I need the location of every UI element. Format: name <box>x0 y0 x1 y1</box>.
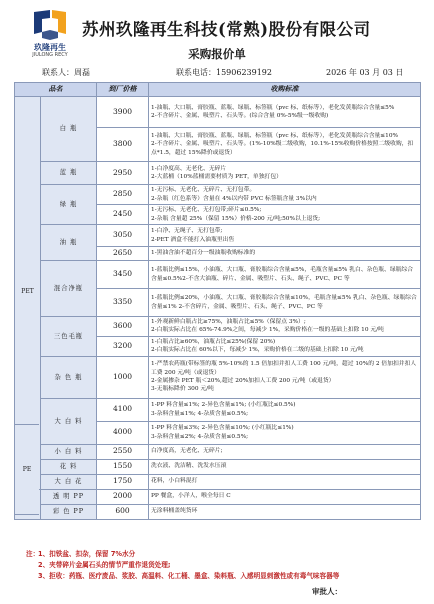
item-price: 2550 <box>97 444 149 459</box>
item-price: 2650 <box>97 247 149 261</box>
company-name: 苏州玖隆再生科技(常熟)股份有限公司 <box>82 20 371 39</box>
item-name: 油 瓶 <box>41 225 97 261</box>
item-standard: 1-白净度高、无老化、无碎片 2-大蓝桶（10%蓝桶需要材质为 PET，单独打包） <box>149 162 421 185</box>
item-price: 600 <box>97 504 149 519</box>
table-row <box>15 261 421 289</box>
category-pe: PE <box>15 424 39 515</box>
item-standard: 1-PP 料含量≤1%; 2-异色含量≤1%; (小红瓶比≤0.5%) 3-杂料含量≤1%; 4-杂质含量≤0.5%; <box>149 398 421 421</box>
item-name: 蓝 瓶 <box>41 162 97 185</box>
column-header-price: 到厂价格 <box>97 83 149 97</box>
item-name: 三色毛瓶 <box>41 317 97 357</box>
item-standard: 1-白瓶占比≥60%，油瓶占比≤25%(保留 20%) 2-白瓶实际占比在 60%以下，每减少 1%，采购价格在二级的基础上扣除 10 元/吨 <box>149 336 421 356</box>
item-price: 4100 <box>97 398 149 421</box>
item-price: 4000 <box>97 421 149 444</box>
item-name: 白 瓶 <box>41 97 97 162</box>
logo-text-cn: 玖隆再生 <box>34 43 66 52</box>
document-title: 采购报价单 <box>188 47 246 61</box>
item-standard: 1-油瓶、大口瓶、膏胶瓶、蓝瓶、绿瓶、标签瓶（pvc 标、纸标等），老化发黄瓶综合含量≤5% 2-不含碎片、金属、吸塑片、石头等。(综合含量 0%-5%级一级收购) <box>149 97 421 128</box>
table-row <box>15 225 421 247</box>
item-name: 小 白 料 <box>41 444 97 459</box>
notes-label: 注： <box>26 550 40 558</box>
table-row <box>15 162 421 185</box>
table-row <box>15 474 421 489</box>
contact-person: 联系人：周磊 <box>42 68 90 77</box>
item-price: 3350 <box>97 289 149 317</box>
item-name: 大 白 花 <box>41 474 97 489</box>
item-standard: 1-外观新鲜白瓶占比≥75%，油瓶占比≤5%（保留点 3%）; 2-白瓶实际占比在 65%-74.9%之间，每减少 1%，采购价格在一级的基础上扣除 10 元/吨 <box>149 317 421 337</box>
item-price: 3450 <box>97 261 149 289</box>
table-row <box>15 459 421 474</box>
item-standard: 无涂料桶盖纯货环 <box>149 504 421 519</box>
item-standard: 1-无污标、无老化、无碎片、无打包带。 2-杂瓶（红色系等）含量在 4%以内带 PVC 标签瓶含量 3%以内 <box>149 185 421 205</box>
logo-text-en: JIULONG RECY <box>32 52 68 58</box>
item-name: 大 白 料 <box>41 398 97 444</box>
table-row <box>15 398 421 421</box>
column-header-standard: 收购标准 <box>149 83 421 97</box>
item-standard: 1-无污标、无老化、无打包带;碎片≤0.5%; 2-杂瓶 含量超 25%（保留 15%）价格-200 元/吨;50%以上退货; <box>149 205 421 225</box>
item-price: 3200 <box>97 336 149 356</box>
table-row <box>15 317 421 337</box>
table-row <box>15 444 421 459</box>
item-standard: 白净度高，无老化、无碎片; <box>149 444 421 459</box>
item-standard: 1-油瓶、大口瓶、膏胶瓶、蓝瓶、绿瓶、标签瓶（pvc 标、纸标等），老化发黄瓶综合含量≤10% 2-不含碎片、金属、吸塑片、石头等。(1%-10%级二级收购，10.1%-15%收购价格按照二级收购，扣点*1.5，超过 15%降价或退货） <box>149 128 421 162</box>
category-pet: PET <box>15 97 41 490</box>
item-price: 2450 <box>97 205 149 225</box>
table-row <box>15 97 421 128</box>
item-price: 3600 <box>97 317 149 337</box>
table-row <box>15 185 421 205</box>
item-standard: 1-白净、无绳子、无打包带; 2-PET 酒盒不能打入油瓶里出售 <box>149 225 421 247</box>
item-price: 3050 <box>97 225 149 247</box>
approver-label: 审批人： <box>312 587 342 596</box>
note-item: 2、夹带碎片金属石头的情节严重作退货处理; <box>38 561 171 569</box>
item-standard: PP 餐盒，小洋人，喉全每日 C <box>149 489 421 504</box>
quote-date: 2026 年 03 月 03 日 <box>326 68 404 77</box>
company-logo-icon <box>30 8 70 42</box>
item-name: 透 明 PP <box>41 489 97 504</box>
item-name: 绿 瓶 <box>41 185 97 225</box>
item-standard: 1-黑油含油不超百分一级油瓶收购标准的 <box>149 247 421 261</box>
table-row <box>15 504 421 519</box>
item-standard: 1-蓝瓶比例≤15%，小油瓶、大口瓶、膏胶瓶综合含量≤5%，毛瓶含量≤5% 乳白、杂色瓶、绿瓶综合含量≤0.5%2-不含大油瓶、碎片、金属、吸塑片、石头、绳子、PVC、PC 等 <box>149 261 421 289</box>
item-price: 2850 <box>97 185 149 205</box>
contact-phone: 联系电话：15906239192 <box>176 68 272 77</box>
item-price: 1550 <box>97 459 149 474</box>
note-item: 1、扣铁盆、扣杂，保留 7%水分 <box>38 550 136 558</box>
item-price: 3900 <box>97 97 149 128</box>
item-price: 2950 <box>97 162 149 185</box>
table-row <box>15 356 421 398</box>
item-price: 1000 <box>97 356 149 398</box>
item-standard: 1-严禁农药瓶(带标签的瓶 5%-10%的 1.5 倍加扣并扣人工费 100 元/吨，超过 10%的 2 倍加扣并扣人工费 200 元/吨（或退货） 2-金属掺杂 PET 瓶＜20%,超过 20%加扣人工费 200 元/吨（或退货） 3-无瓶标降价 300 元/吨 <box>149 356 421 398</box>
item-standard: 洗衣液、洗洁精、洗发水压滚 <box>149 459 421 474</box>
item-standard: 1-蓝瓶比例≤20%，小油瓶、大口瓶、膏胶瓶综合含量≤10%，毛瓶含量≤5% 乳白、杂色瓶、绿瓶综合含量≤1% 2-不含碎片，金属、吸塑片、石头、绳子、PVC、PC 等 <box>149 289 421 317</box>
item-price: 3800 <box>97 128 149 162</box>
item-price: 1750 <box>97 474 149 489</box>
item-standard: 1-PP 料含量≤3%; 2-异色含量≤10%; (小红瓶比≤1%) 3-杂料含量≤2%; 4-杂质含量≤0.5%; <box>149 421 421 444</box>
document-header <box>0 0 434 82</box>
item-price: 2000 <box>97 489 149 504</box>
item-name: 花 料 <box>41 459 97 474</box>
table-header-row <box>15 83 421 97</box>
item-name: 彩 色 PP <box>41 504 97 519</box>
price-table <box>14 82 421 520</box>
table-row <box>15 489 421 504</box>
item-standard: 花料，小白料混打 <box>149 474 421 489</box>
item-name: 混合净瓶 <box>41 261 97 317</box>
column-header-name: 品名 <box>15 83 97 97</box>
item-name: 杂 色 瓶 <box>41 356 97 398</box>
note-item: 3、拒收：药瓶、医疗废品、浆胶、高温料、化工桶、墨盒、染料瓶、入感明显刺激性或有毒气味容器等 <box>38 572 340 580</box>
